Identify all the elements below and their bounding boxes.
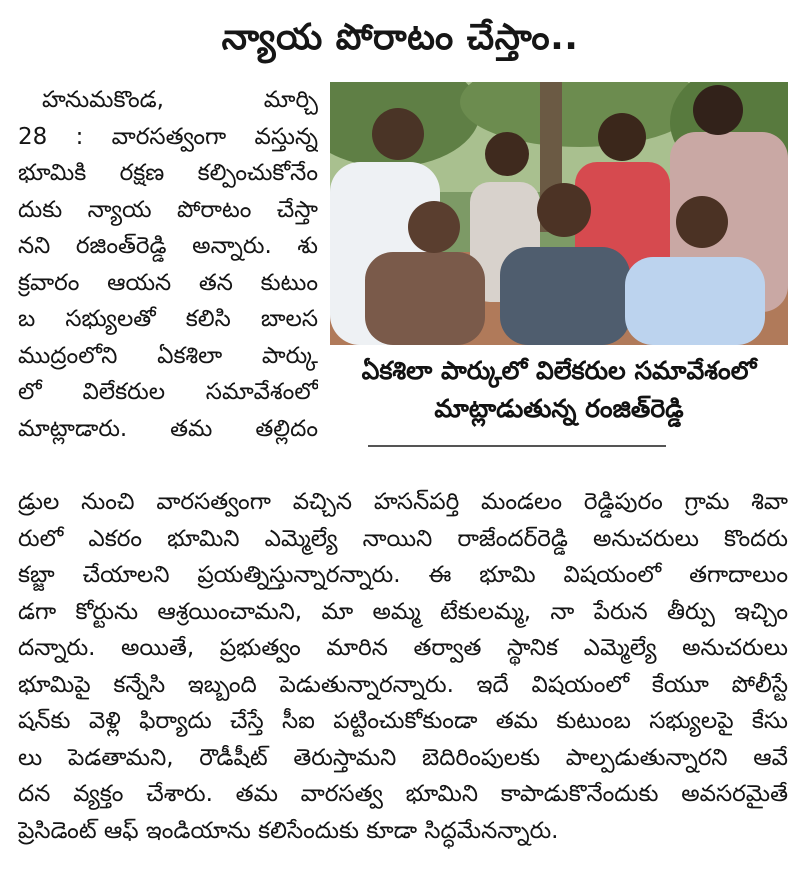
body-line: లు పెడతామని, రౌడీషీట్ తెరుస్తామని బెదిరింపులకు పాల్పడుతున్నారని ఆవే (18, 744, 788, 771)
news-photo (330, 82, 788, 345)
caption-divider (368, 445, 666, 447)
caption-line: ఏకశిలా పార్కులో విలేకరుల సమావేశంలో (361, 356, 757, 385)
body-line: భూమిపై కన్నేసి ఇబ్బంది పెడుతున్నారన్నారు. ఇదే విషయంలో కేయూ పోలీస్టే (18, 671, 788, 698)
body-line: భూమికి రక్షణ కల్పించుకోనేం (18, 160, 318, 186)
body-line: లో విలేకరుల సమావేశంలో (18, 379, 318, 405)
body-line: షన్‌కు వెళ్లి ఫిర్యాదు చేస్తే సీఐ పట్టించుకోకుండా తమ కుటుంబ సభ్యులపై కేసు (18, 708, 788, 734)
body-line: డ్రుల నుంచి వారసత్వంగా వచ్చిన హసన్‌పర్తి మండలం రెడ్డిపురం గ్రామ శివా (18, 489, 788, 515)
body-line: దన్నారు. అయితే, ప్రభుత్వం మారిన తర్వాత స్థానిక ఎమ్మెల్యే అనుచరులు (18, 635, 788, 661)
caption-line: మాట్లాడుతున్న రంజిత్‌రెడ్డి (434, 394, 684, 423)
body-line: బ సభ్యులతో కలిసి బాలస (18, 306, 318, 332)
body-line: ముద్రంలోని ఏకశిలా పార్కు (18, 342, 318, 369)
body-line: దుకు న్యాయ పోరాటం చేస్తా (18, 196, 318, 223)
body-line: 28 : వారసత్వంగా వస్తున్న (18, 123, 318, 150)
article-body-full-width (18, 484, 788, 849)
article-headline: న్యాయ పోరాటం చేస్తాం.. (221, 17, 579, 58)
body-line: డగా కోర్టును ఆశ్రయించామని, మా అమ్మ టేకులమ్మ, నా పేరున తీర్పు ఇచ్చిం (18, 598, 788, 625)
body-line: నని రజింత్‌రెడ్డి అన్నారు. శు (18, 233, 318, 259)
body-line: క్రవారం ఆయన తన కుటుం (18, 269, 318, 296)
body-line: దన వ్యక్తం చేశారు. తమ వారసత్వ భూమిని కాపాడుకొనేందుకు అవసరమైతే (18, 781, 788, 807)
body-line: మాట్లాడారు. తమ తల్లిదం (18, 415, 318, 442)
body-line: ప్రెసిడెంట్ ఆఫ్ ఇండియాను కలిసేందుకు కూడా సిద్ధమేనన్నారు. (18, 817, 559, 844)
body-line: కబ్జా చేయాలని ప్రయత్నిస్తున్నారన్నారు. ఈ భూమి విషయంలో తగాదాలుం (18, 562, 788, 588)
body-line: హనుమకొండ, మార్చి (42, 87, 318, 113)
article-body-left-column (18, 82, 318, 447)
photo-caption (330, 352, 788, 428)
press-meet-photo-illustration (330, 82, 788, 345)
body-line: రులో ఎకరం భూమిని ఎమ్మెల్యే నాయిని రాజేందర్‌రెడ్డి అనుచరులు కొందరు (18, 525, 788, 552)
